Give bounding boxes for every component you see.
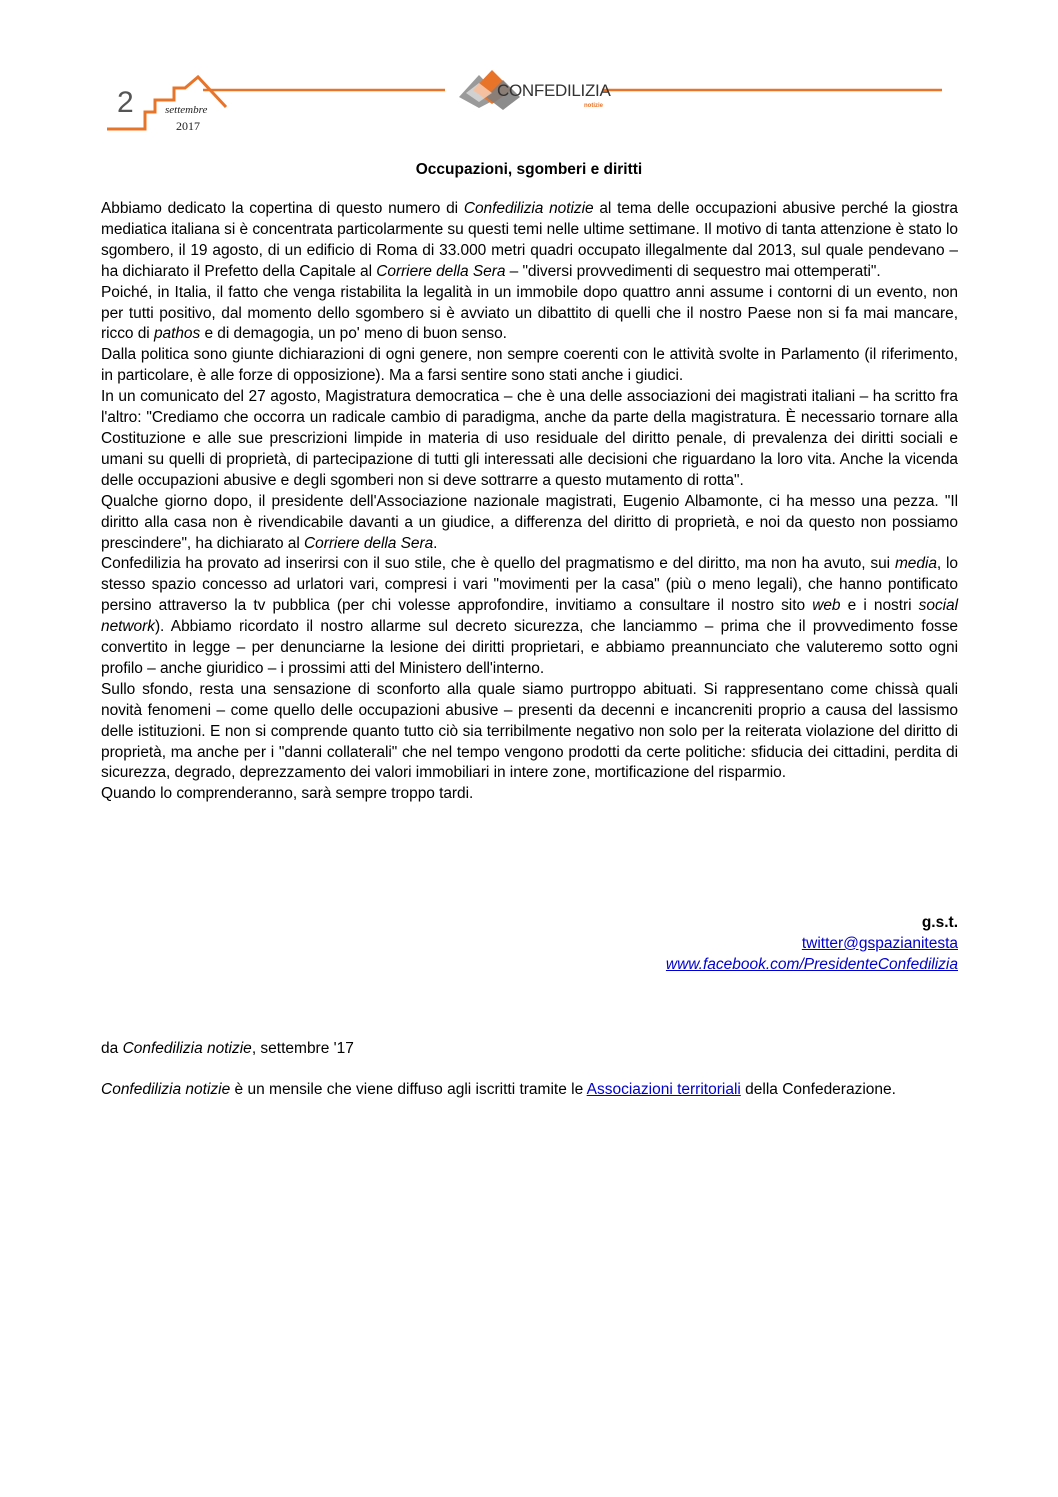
text-run: Poiché, in Italia, il fatto che venga ristabilita la legalità in un immobile dopo quattro anni assume i contorni di un evento, non per tutti positivo, dal momento dello sgombero si è avviato un dibattito di quelli che il nostro Paese non si fa mai mancare, ricco di [101, 283, 958, 343]
italic-term: social network [101, 597, 958, 636]
twitter-link[interactable]: twitter@gspazianitesta [801, 934, 958, 952]
issue-month: settembre [165, 104, 208, 116]
italic-term: web [812, 597, 841, 615]
text-run: , settembre '17 [251, 1040, 354, 1057]
text-run: Qualche giorno dopo, il presidente dell'Associazione nazionale magistrati, Eugenio Albamonte, ci ha messo una pezza. "Il diritto alla casa non è rivendicabile davanti a un giudice, a differenza del diritto di proprietà, e noi da questo non possiamo prescindere", ha dichiarato al [101, 492, 958, 552]
text-run: Confedilizia ha provato ad inserirsi con il suo stile, che è quello del pragmatismo e del diritto, ma non ha avuto, sui [101, 555, 895, 573]
facebook-link[interactable]: www.facebook.com/PresidenteConfedilizia [665, 955, 958, 973]
text-run: . [433, 534, 438, 552]
text-run: Abbiamo dedicato la copertina di questo numero di [101, 200, 464, 217]
paragraph-5 [101, 492, 958, 555]
header-graphics [0, 0, 1058, 150]
italic-term: media [894, 555, 937, 573]
text-run: al tema delle occupazioni abusive perché la giostra mediatica italiana si è concentrata particolarmente su questi temi nelle ultime settimane. Il motivo di tanta attenzione è stato lo sgombero, il 19 agosto, di un edificio di Roma di 33.000 metri quadri occupato illegalmente dal 2013, sul quale pendevano – ha dichiarato il Prefetto della Capitale al [101, 200, 959, 280]
signature-block [666, 913, 958, 976]
paragraph-2 [101, 283, 958, 346]
text-run: e di demagogia, un po' meno di buon senso. [200, 325, 507, 343]
newspaper-name: Corriere della Sera [304, 534, 434, 552]
text-run: – "diversi provvedimenti di sequestro mai ottemperati". [505, 262, 881, 280]
text-run: ). Abbiamo ricordato il nostro allarme sul decreto sicurezza, che lanciammo – prima che il provvedimento fosse convertito in legge – per denunciarne la lesione dei diritti proprietari, e abbiamo preannunciato che valuteremo sotto ogni profilo – anche giuridico – i prossimi atti del Ministero dell'interno. [101, 618, 958, 677]
page-header [0, 0, 1058, 150]
paragraph-6 [101, 554, 958, 679]
paragraph-8: Quando lo comprenderanno, sarà sempre troppo tardi. [101, 785, 474, 803]
publication-name: Confedilizia notizie [122, 1040, 252, 1057]
author-signature: g.s.t. [921, 914, 958, 931]
text-run: , lo stesso spazio concesso ad urlatori vari, compresi i vari "movimenti per la casa" (più o meno legali), che hanno pontificato persino attraverso la tv pubblica (per chi volesse approfondire, invitiamo a consultare il nostro sito [101, 555, 958, 615]
source-line [101, 1039, 354, 1059]
paragraph-4: In un comunicato del 27 agosto, Magistratura democratica – che è una delle associazioni dei magistrati italiani – ha scritto fra l'altro: "Crediamo che occorra un radicale cambio di paradigma, anche da parte della magistratura. È necessario tornare alla Costituzione e alle sue prescrizioni limpide in materia di uso residuale del diritto penale, di prevalenza dei diritti sociali e umani su quelli di proprietà, di partecipazione di tutti gli interessati alle decisioni che riguardano la loro vita. Anche la vicenda delle occupazioni abusive e degli sgomberi non si deve sottrarre a questo mutamento di rotta". [101, 388, 958, 489]
page-number: 2 [117, 86, 134, 119]
paragraph-3: Dalla politica sono giunte dichiarazioni di ogni genere, non sempre coerenti con le attività svolte in Parlamento (il riferimento, in particolare, è alle forze di opposizione). Ma a farsi sentire sono stati anche i giudici. [101, 346, 958, 385]
newspaper-name: Corriere della Sera [376, 262, 506, 280]
paragraph-7: Sullo sfondo, resta una sensazione di sconforto alla quale siamo purtroppo abituati. Si rappresentano come chissà quali novità fenomeni – come quello delle occupazioni abusive – presenti da decenni e incancreniti proprio a causa del lassismo delle istituzioni. E non si comprende quanto tutto ciò sia terribilmente negativo non solo per la reiterata violazione del diritto di proprietà, ma anche per i "danni collaterali" che nel tempo vengono prodotti da certe politiche: sfiducia dei cittadini, perdita di sicurezza, degrado, deprezzamento dei valori immobiliari in intere zone, mortificazione del risparmio. [101, 680, 958, 782]
publication-name: Confedilizia notizie [101, 1081, 231, 1098]
footer-note [101, 1080, 958, 1101]
issue-year: 2017 [176, 119, 200, 133]
text-run: è un mensile che viene diffuso agli iscritti tramite le [230, 1081, 587, 1098]
associazioni-territoriali-link[interactable]: Associazioni territoriali [586, 1081, 741, 1098]
logo-wordmark: CONFEDILIZIA [497, 81, 611, 100]
publication-name: Confedilizia notizie [463, 200, 594, 217]
article-title: Occupazioni, sgomberi e diritti [415, 161, 643, 178]
text-run: e i nostri [840, 597, 919, 615]
paragraph-1 [101, 199, 958, 283]
text-run: della Confederazione. [740, 1081, 896, 1098]
italic-term: pathos [153, 325, 201, 343]
logo-subtext: notizie [584, 103, 603, 109]
article-body [101, 199, 958, 805]
text-run: da [101, 1040, 123, 1057]
